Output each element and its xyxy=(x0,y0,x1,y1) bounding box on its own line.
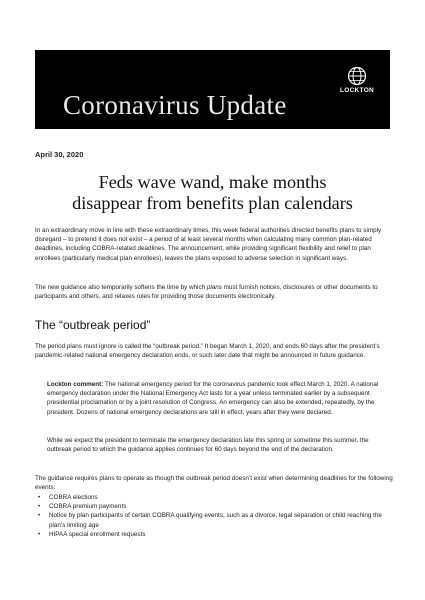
globe-icon xyxy=(347,66,367,86)
guidance-text-after: must furnish notices, disclosures or other documents to participants and others, and relaxes rules for providing those documents electronically. xyxy=(35,284,378,301)
list-item: • Notice by plan participants of certain COBRA qualifying events, such as a divorce, legal separation or child reaching the plan’s limiting age xyxy=(35,511,390,529)
headline-line-2: disappear from benefits plan calendars xyxy=(72,193,353,213)
section-heading: The “outbreak period” xyxy=(35,318,151,332)
comment-text: The national emergency period for the coronavirus pandemic took effect March 1, 2020. A national emergency declaration under the National Emergency Act lasts for a year unless terminated earlier by a subsequent presidential proclamation or by a joint resolution of Congress. An emergency can also be extended, repeatedly, by the president. Dozens of national emergency declarations are still in effect, years after they were declared. xyxy=(47,381,379,416)
comment-paragraph-2: While we expect the president to terminate the emergency declaration late this spring or sometime this summer, the outbreak period to which the guidance applies continues for 60 days beyond the end of the declaration. xyxy=(47,437,369,454)
events-list xyxy=(35,493,390,539)
comment-label: Lockton comment: xyxy=(47,381,104,388)
guidance-paragraph xyxy=(35,283,393,301)
header-banner xyxy=(35,50,390,129)
outbreak-paragraph: The period plans must ignore is called the “outbreak period.” It began March 1, 2020, and ends 60 days after the president’s pandemic-related national emergency declaration ends, or such later date that might be announced in future guidance. xyxy=(35,343,380,360)
lockton-logo xyxy=(334,66,380,94)
requires-paragraph: The guidance requires plans to operate as though the outbreak period doesn’t exist when determining deadlines for the following events: xyxy=(35,475,393,492)
list-item: • COBRA premium payments xyxy=(35,502,390,511)
logo-wordmark: LOCKTON xyxy=(339,87,375,94)
intro-paragraph: In an extraordinary move in line with these extraordinary times, this week federal authorities directed benefits plans to simply disregard – to pretend it does not exist – a period of at least several months when calculating many common plan-related deadlines, including COBRA-related deadlines. The announcement, while providing significant flexibility and relief to plan enrollees (particularly medical plan enrollees), leaves the plans exposed to adverse selection in significant ways. xyxy=(35,227,382,262)
publication-date: April 30, 2020 xyxy=(35,150,84,159)
guidance-emphasis: plans xyxy=(206,284,222,291)
headline xyxy=(35,172,390,214)
banner-title: Coronavirus Update xyxy=(63,90,287,120)
guidance-text-before: The new guidance also temporarily softens the time by which xyxy=(35,284,207,291)
list-item: • HIPAA special enrollment requests xyxy=(35,530,390,539)
list-item: • COBRA elections xyxy=(35,493,390,502)
lockton-comment xyxy=(47,380,392,417)
headline-line-1: Feds wave wand, make months xyxy=(98,172,327,192)
